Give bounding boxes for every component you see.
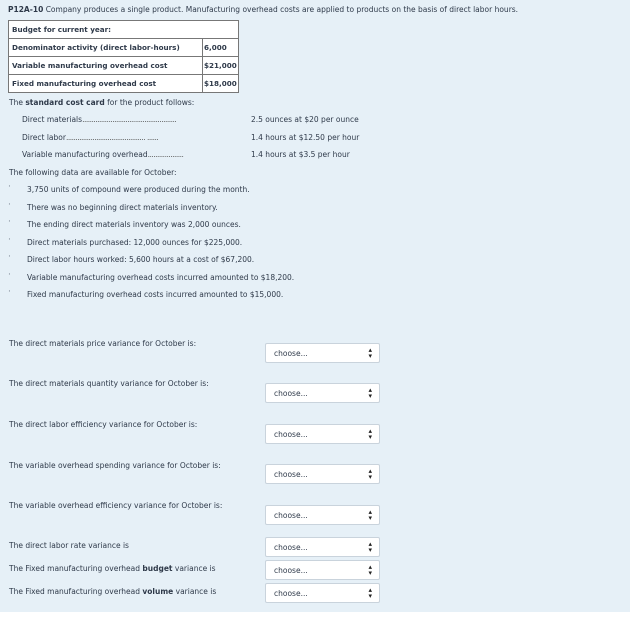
- bullet-icon: ·: [8, 270, 11, 280]
- bullet-icon: ·: [8, 287, 11, 297]
- standard-item-label: Direct labor.......................................... ......: [22, 133, 159, 142]
- standard-item-value: 1.4 hours at $3.5 per hour: [251, 150, 350, 159]
- question-label: The variable overhead spending variance for October is:: [9, 461, 221, 470]
- bullet-icon: ·: [8, 217, 11, 227]
- answer-dropdown[interactable]: [265, 424, 380, 444]
- dropdown-selected: choose...: [274, 543, 308, 552]
- budget-row-value: $18,000: [203, 75, 239, 93]
- budget-row-label: Denominator activity (direct labor-hours): [9, 39, 203, 57]
- table-row: [9, 39, 239, 57]
- answer-dropdown[interactable]: [265, 537, 380, 557]
- table-row: [9, 57, 239, 75]
- budget-table-header: Budget for current year:: [9, 21, 239, 39]
- table-row: [9, 75, 239, 93]
- question-label: The direct materials price variance for October is:: [9, 339, 197, 348]
- question-label: The direct materials quantity variance for October is:: [9, 379, 209, 388]
- standard-item-label: Direct materials..................................................: [22, 115, 177, 124]
- dropdown-selected: choose...: [274, 566, 308, 575]
- dropdown-selected: choose...: [274, 430, 308, 439]
- standard-item-value: 1.4 hours at $12.50 per hour: [251, 133, 360, 142]
- updown-arrows-icon: ▴ ▾: [368, 508, 372, 522]
- budget-row-value: 6,000: [203, 39, 239, 57]
- list-item: Variable manufacturing overhead costs incurred amounted to $18,200.: [27, 273, 295, 282]
- problem-intro: [8, 5, 518, 14]
- answer-dropdown[interactable]: [265, 560, 380, 580]
- answer-dropdown[interactable]: [265, 583, 380, 603]
- answer-dropdown[interactable]: [265, 343, 380, 363]
- answer-dropdown[interactable]: [265, 464, 380, 484]
- dropdown-selected: choose...: [274, 389, 308, 398]
- question-label: The Fixed manufacturing overhead budget variance is: [9, 564, 216, 573]
- budget-row-label: Fixed manufacturing overhead cost: [9, 75, 203, 93]
- dropdown-selected: choose...: [274, 589, 308, 598]
- list-item: The ending direct materials inventory was 2,000 ounces.: [27, 220, 241, 229]
- question-label: The Fixed manufacturing overhead volume variance is: [9, 587, 217, 596]
- standard-card-intro: The standard cost card for the product follows:: [9, 98, 195, 107]
- updown-arrows-icon: ▴ ▾: [368, 563, 372, 577]
- problem-code: P12A-10: [8, 5, 44, 14]
- budget-row-value: $21,000: [203, 57, 239, 75]
- list-item: There was no beginning direct materials inventory.: [27, 203, 218, 212]
- question-label: The direct labor rate variance is: [9, 541, 129, 550]
- budget-row-label: Variable manufacturing overhead cost: [9, 57, 203, 75]
- list-item: Fixed manufacturing overhead costs incurred amounted to $15,000.: [27, 290, 284, 299]
- updown-arrows-icon: ▴ ▾: [368, 467, 372, 481]
- question-label: The variable overhead efficiency variance for October is:: [9, 501, 223, 510]
- bullet-icon: ·: [8, 235, 11, 245]
- updown-arrows-icon: ▴ ▾: [368, 386, 372, 400]
- dropdown-selected: choose...: [274, 511, 308, 520]
- bullet-icon: ·: [8, 252, 11, 262]
- answer-dropdown[interactable]: [265, 505, 380, 525]
- updown-arrows-icon: ▴ ▾: [368, 427, 372, 441]
- updown-arrows-icon: ▴ ▾: [368, 586, 372, 600]
- list-item: Direct materials purchased: 12,000 ounces for $225,000.: [27, 238, 243, 247]
- updown-arrows-icon: ▴ ▾: [368, 346, 372, 360]
- dropdown-selected: choose...: [274, 349, 308, 358]
- updown-arrows-icon: ▴ ▾: [368, 540, 372, 554]
- standard-item-label: Variable manufacturing overhead...................: [22, 150, 184, 159]
- october-heading: The following data are available for October:: [9, 168, 177, 177]
- standard-card-bold: standard cost card: [25, 98, 105, 107]
- list-item: 3,750 units of compound were produced during the month.: [27, 185, 250, 194]
- bullet-icon: ·: [8, 200, 11, 210]
- bullet-icon: ·: [8, 182, 11, 192]
- dropdown-selected: choose...: [274, 470, 308, 479]
- answer-dropdown[interactable]: [265, 383, 380, 403]
- standard-item-value: 2.5 ounces at $20 per ounce: [251, 115, 359, 124]
- budget-table: [8, 20, 239, 93]
- question-label: The direct labor efficiency variance for October is:: [9, 420, 198, 429]
- problem-intro-text: Company produces a single product. Manufacturing overhead costs are applied to products on the basis of direct labor hours.: [45, 5, 519, 14]
- list-item: Direct labor hours worked: 5,600 hours at a cost of $67,200.: [27, 255, 255, 264]
